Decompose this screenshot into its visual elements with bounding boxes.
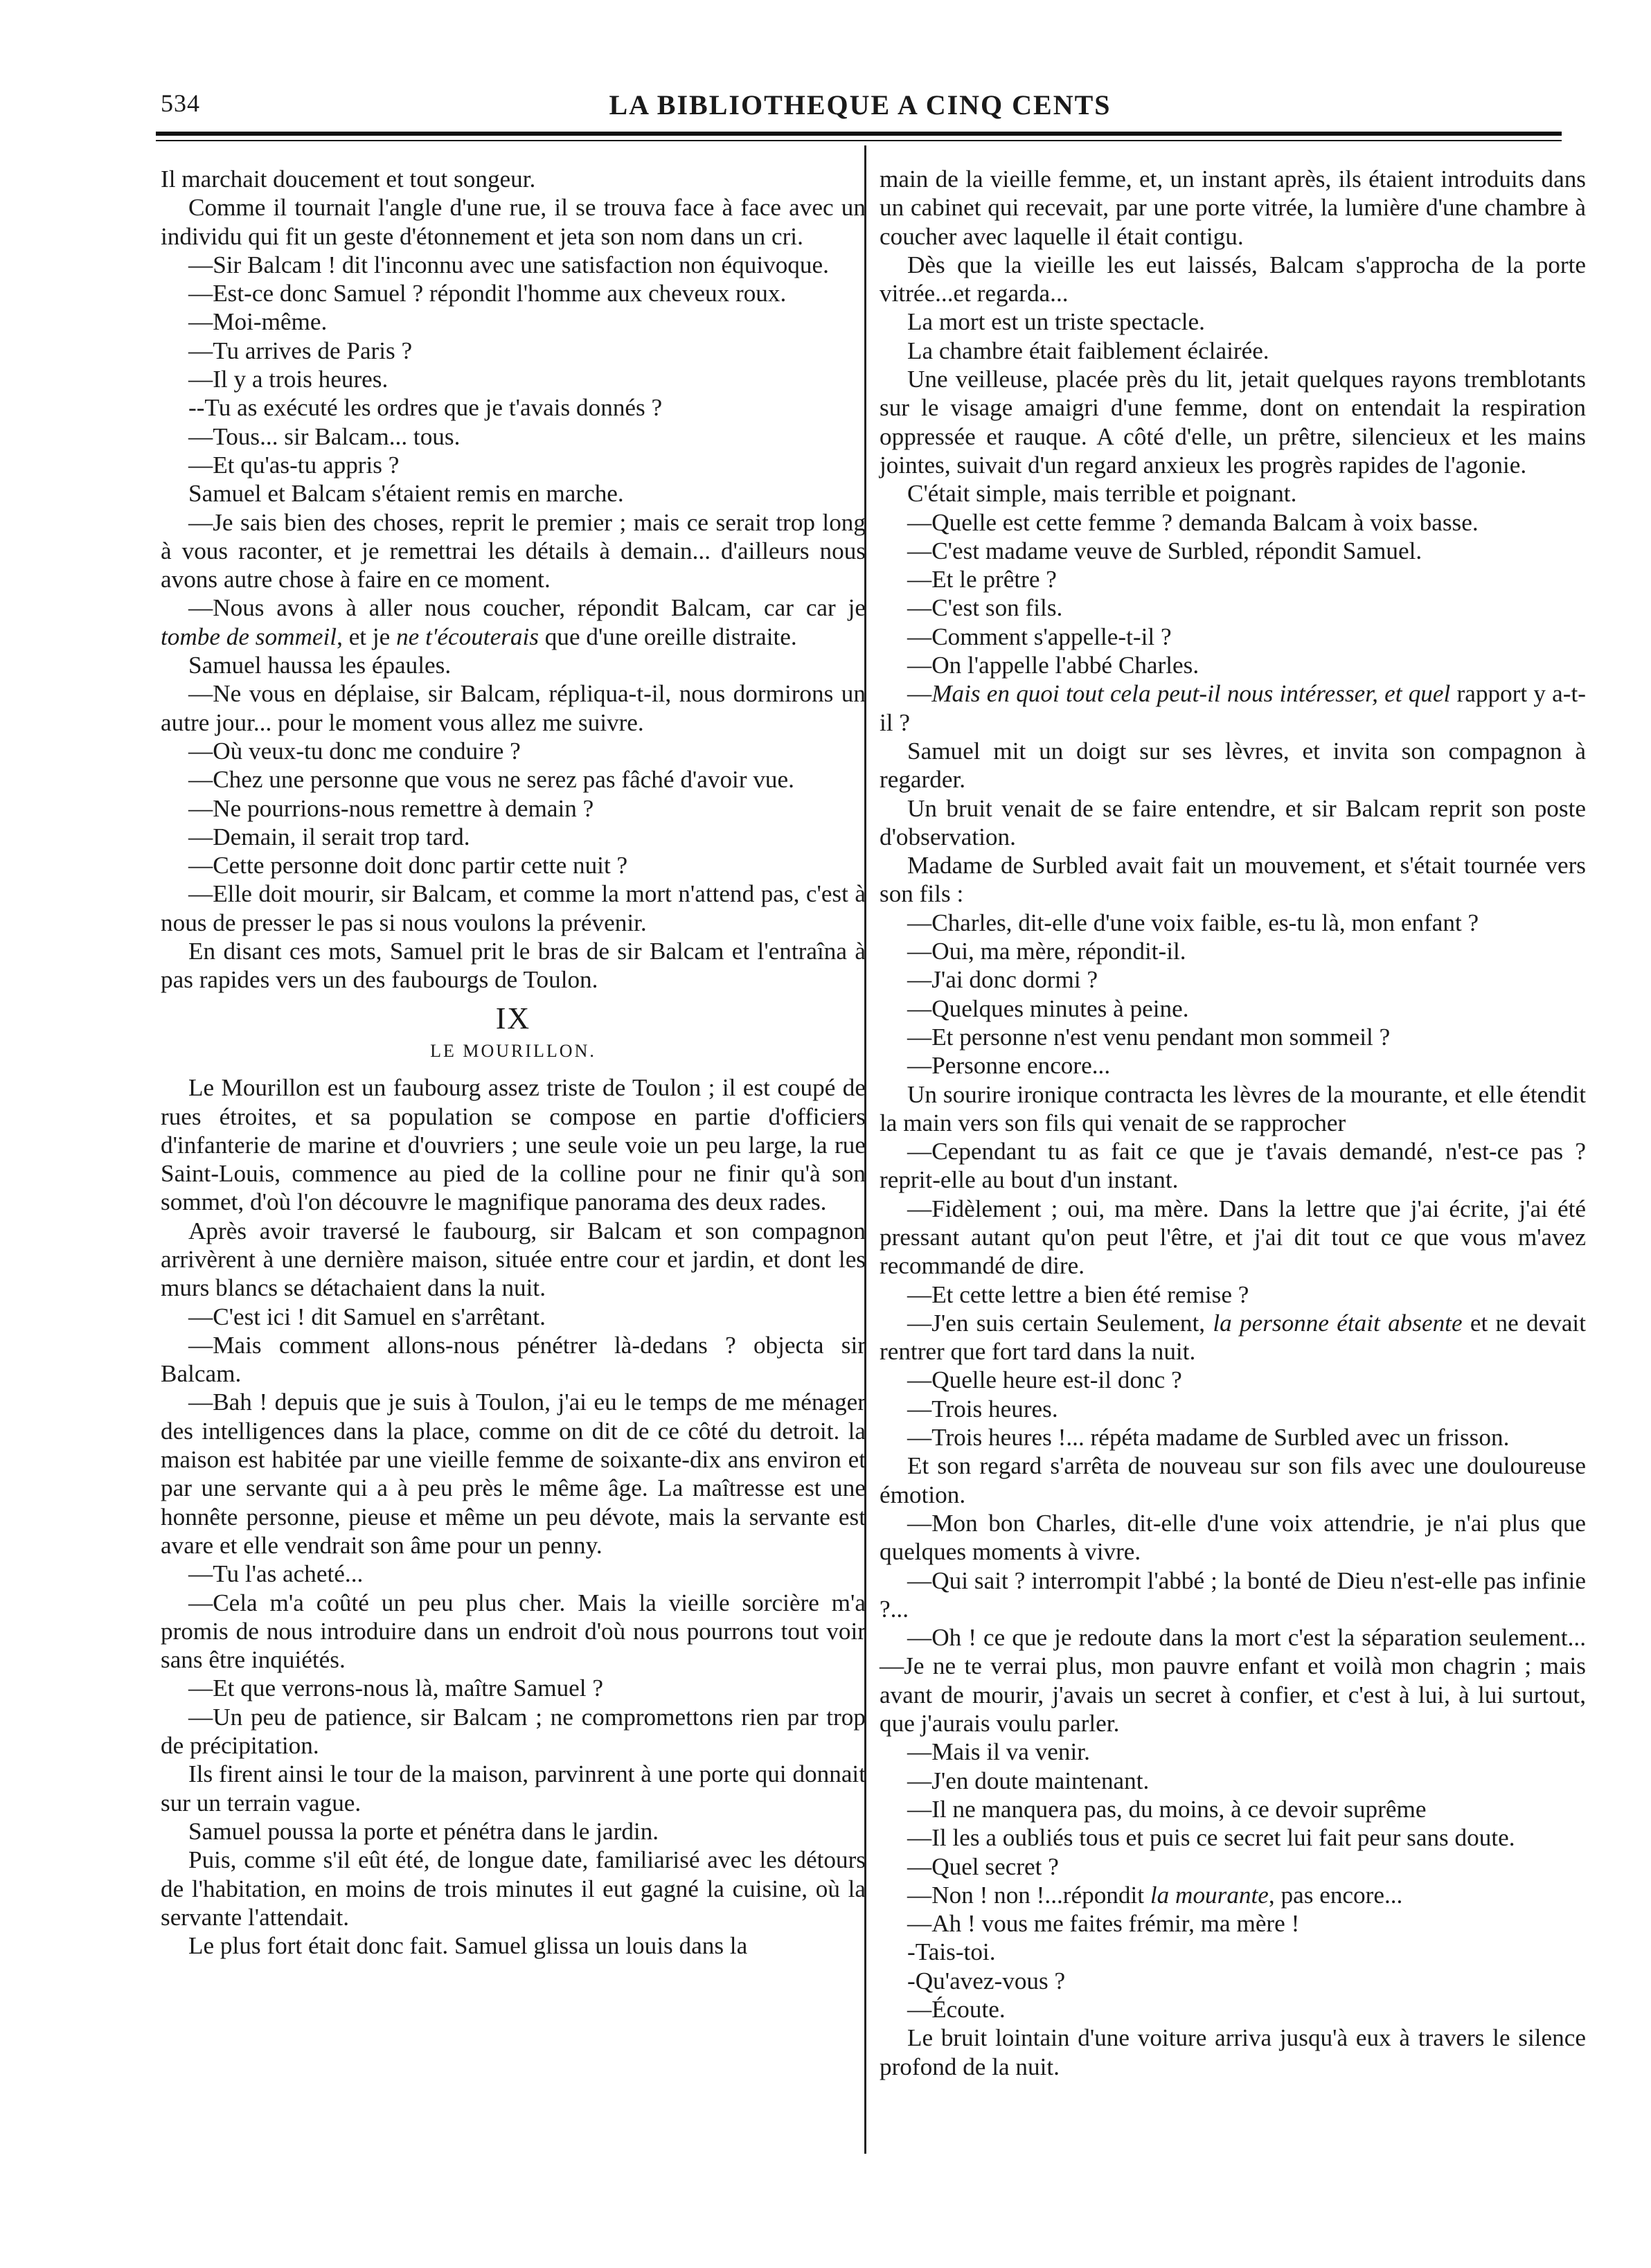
paragraph: —Sir Balcam ! dit l'inconnu avec une satisfaction non équivoque. <box>188 251 829 278</box>
paragraph: —Nous avons à aller nous coucher, répondit Balcam, car car je tombe de sommeil, et je ne t'écouterais que d'une oreille distraite. <box>161 594 866 650</box>
page-number: 534 <box>161 89 200 117</box>
paragraph: —J'en doute maintenant. <box>907 1767 1150 1794</box>
paragraph: --Tu as exécuté les ordres que je t'avais donnés ? <box>188 394 663 422</box>
paragraph: La mort est un triste spectacle. <box>907 308 1205 336</box>
running-title: LA BIBLIOTHEQUE A CINQ CENTS <box>609 89 1112 120</box>
page-header <box>161 89 1560 130</box>
paragraph: Samuel poussa la porte et pénétra dans le jardin. <box>188 1817 659 1845</box>
paragraph: —Mais comment allons-nous pénétrer là-dedans ? objecta sir Balcam. <box>161 1331 866 1388</box>
right-column <box>880 165 1586 2081</box>
paragraph: —Tous... sir Balcam... tous. <box>188 422 461 450</box>
paragraph: —Ah ! vous me faites frémir, ma mère ! <box>907 1910 1300 1938</box>
paragraph: Le Mourillon est un faubourg assez triste de Toulon ; il est coupé de rues étroites, et sa population se compose en partie d'officiers d'infanterie de marine et d'ouvriers ; une seule voie un peu large, la rue Saint-Louis, commence au pied de la colline pour ne finir qu'à son sommet, d'où l'on découvre le magnifique panorama des deux rades. <box>161 1074 866 1216</box>
paragraph: —C'est ici ! dit Samuel en s'arrêtant. <box>188 1303 546 1330</box>
paragraph: Samuel haussa les épaules. <box>188 652 452 679</box>
paragraph: —Il les a oubliés tous et puis ce secret lui fait peur sans doute. <box>907 1824 1515 1852</box>
paragraph: Samuel et Balcam s'étaient remis en marche. <box>188 480 624 508</box>
paragraph: En disant ces mots, Samuel prit le bras de sir Balcam et l'entraîna à pas rapides vers un des faubourgs de Toulon. <box>161 938 866 994</box>
paragraph: —Je sais bien des choses, reprit le premier ; mais ce serait trop long à vous raconter, et je remettrai les détails à demain... d'ailleurs nous avons autre chose à faire en ce moment. <box>161 508 866 593</box>
paragraph: Un bruit venait de se faire entendre, et sir Balcam reprit son poste d'observation. <box>880 794 1586 850</box>
paragraph: —Charles, dit-elle d'une voix faible, es-tu là, mon enfant ? <box>907 909 1479 936</box>
paragraph: —Trois heures. <box>907 1395 1058 1422</box>
paragraph: —Où veux-tu donc me conduire ? <box>188 737 521 765</box>
paragraph: —Un peu de patience, sir Balcam ; ne compromettons rien par trop de précipitation. <box>161 1703 866 1760</box>
paragraph: —Tu l'as acheté... <box>188 1560 364 1588</box>
paragraph: C'était simple, mais terrible et poignant. <box>907 480 1297 508</box>
header-rule-thin <box>156 140 1562 141</box>
paragraph: —Il y a trois heures. <box>188 366 389 393</box>
paragraph: —Est-ce donc Samuel ? répondit l'homme aux cheveux roux. <box>188 280 787 307</box>
paragraph: —Ne pourrions-nous remettre à demain ? <box>188 794 594 822</box>
paragraph: -Qu'avez-vous ? <box>907 1967 1066 1994</box>
paragraph: —Quelques minutes à peine. <box>907 994 1189 1022</box>
paragraph: —Oh ! ce que je redoute dans la mort c'est la séparation seulement...—Je ne te verrai plus, mon pauvre enfant et voilà mon chagrin ; mais avant de mourir, j'avais un secret à confier, et c'est à lui, à lui surtout, que j'aurais voulu parler. <box>880 1624 1586 1738</box>
paragraph: —Moi-même. <box>188 308 328 336</box>
paragraph: —Non ! non !...répondit la mourante, pas encore... <box>907 1881 1403 1909</box>
paragraph: —C'est madame veuve de Surbled, répondit Samuel. <box>907 537 1422 564</box>
paragraph: —Personne encore... <box>907 1052 1111 1080</box>
paragraph: —Et que verrons-nous là, maître Samuel ? <box>188 1675 603 1702</box>
paragraph: Le plus fort était donc fait. Samuel glissa un louis dans la <box>188 1932 748 1960</box>
paragraph: La chambre était faiblement éclairée. <box>907 337 1269 364</box>
paragraph: —Mais en quoi tout cela peut-il nous intéresser, et quel rapport y a-t-il ? <box>880 680 1586 736</box>
paragraph: Il marchait doucement et tout songeur. <box>161 166 536 193</box>
paragraph: —Tu arrives de Paris ? <box>188 337 413 364</box>
paragraph: —Cependant tu as fait ce que je t'avais demandé, n'est-ce pas ? reprit-elle au bout d'un instant. <box>880 1138 1586 1194</box>
paragraph: —Bah ! depuis que je suis à Toulon, j'ai eu le temps de me ménager des intelligences dans la place, comme on dit de ce côté du detroit. la maison est habitée par une vieille femme de soixante-dix ans environ et par une servante qui a à peu près le même âge. La maîtresse est une honnête personne, pieuse et même un peu dévote, mais la servante est avare et elle vendrait son âme pour un penny. <box>161 1389 866 1559</box>
paragraph: -Tais-toi. <box>907 1938 996 1966</box>
paragraph: —Et cette lettre a bien été remise ? <box>907 1280 1249 1308</box>
paragraph: Un sourire ironique contracta les lèvres de la mourante, et elle étendit la main vers son fils qui venait de se rapprocher <box>880 1080 1586 1136</box>
paragraph: Samuel mit un doigt sur ses lèvres, et invita son compagnon à regarder. <box>880 737 1586 794</box>
paragraph: Une veilleuse, placée près du lit, jetait quelques rayons tremblotants sur le visage amaigri d'une femme, dont on entendait la respiration oppressée et rauque. A côté d'elle, un prêtre, silencieux et les mains jointes, suivait d'un regard anxieux les progrès rapides de l'agonie. <box>880 366 1586 479</box>
left-column <box>161 165 866 1960</box>
paragraph: —Cette personne doit donc partir cette nuit ? <box>188 852 628 879</box>
chapter-number: IX <box>495 1001 531 1035</box>
paragraph: —Mon bon Charles, dit-elle d'une voix attendrie, je n'ai plus que quelques moments à vivre. <box>880 1509 1586 1566</box>
paragraph: —Elle doit mourir, sir Balcam, et comme la mort n'attend pas, c'est à nous de presser le pas si nous voulons la prévenir. <box>161 880 866 936</box>
paragraph: —Comment s'appelle-t-il ? <box>907 623 1172 650</box>
paragraph: —Cela m'a coûté un peu plus cher. Mais la vieille sorcière m'a promis de nous introduire dans un endroit d'où nous pourrons tout voir sans être inquiétés. <box>161 1589 866 1674</box>
paragraph: —Fidèlement ; oui, ma mère. Dans la lettre que j'ai écrite, j'ai été pressant autant qu'on peut l'être, et j'ai dit tout ce que vous m'avez recommandé de dire. <box>880 1195 1586 1280</box>
paragraph: —Et le prêtre ? <box>907 566 1057 593</box>
paragraph: —Il ne manquera pas, du moins, à ce devoir suprême <box>907 1795 1427 1823</box>
paragraph: —Et qu'as-tu appris ? <box>188 451 400 479</box>
paragraph: Après avoir traversé le faubourg, sir Balcam et son compagnon arrivèrent à une dernière maison, située entre cour et jardin, et dont les murs blancs se détachaient dans la nuit. <box>161 1217 866 1302</box>
paragraph: main de la vieille femme, et, un instant après, ils étaient introduits dans un cabinet qui recevait, par une porte vitrée, la lumière d'une chambre à coucher avec laquelle il était contigu. <box>880 166 1586 250</box>
paragraph: —Quelle est cette femme ? demanda Balcam à voix basse. <box>907 508 1479 536</box>
header-rule-thick <box>156 132 1562 136</box>
paragraph: —C'est son fils. <box>907 594 1063 622</box>
paragraph: —J'en suis certain Seulement, la personne était absente et ne devait rentrer que fort tard dans la nuit. <box>880 1309 1586 1366</box>
paragraph: —Oui, ma mère, répondit-il. <box>907 938 1186 965</box>
paragraph: Dès que la vieille les eut laissés, Balcam s'approcha de la porte vitrée...et regarda... <box>880 251 1586 307</box>
paragraph: Madame de Surbled avait fait un mouvement, et s'était tournée vers son fils : <box>880 852 1586 908</box>
paragraph: —J'ai donc dormi ? <box>907 966 1098 994</box>
paragraph: Puis, comme s'il eût été, de longue date, familiarisé avec les détours de l'habitation, en moins de trois minutes il eut gagné la cuisine, où la servante l'attendait. <box>161 1846 866 1931</box>
paragraph: —Demain, il serait trop tard. <box>188 823 470 850</box>
paragraph: —Qui sait ? interrompit l'abbé ; la bonté de Dieu n'est-elle pas infinie ?... <box>880 1566 1586 1623</box>
paragraph: —Ne vous en déplaise, sir Balcam, répliqua-t-il, nous dormirons un autre jour... pour le moment vous allez me suivre. <box>161 680 866 736</box>
paragraph: —Écoute. <box>907 1996 1006 2023</box>
paragraph: —Trois heures !... répéta madame de Surbled avec un frisson. <box>907 1424 1510 1452</box>
paragraph: —Chez une personne que vous ne serez pas fâché d'avoir vue. <box>188 766 794 794</box>
paragraph: Ils firent ainsi le tour de la maison, parvinrent à une porte qui donnait sur un terrain vague. <box>161 1760 866 1816</box>
chapter-title: LE MOURILLON. <box>430 1040 596 1061</box>
paragraph: —On l'appelle l'abbé Charles. <box>907 652 1199 679</box>
paragraph: Et son regard s'arrêta de nouveau sur son fils avec une douloureuse émotion. <box>880 1452 1586 1508</box>
paragraph: —Et personne n'est venu pendant mon sommeil ? <box>907 1023 1391 1051</box>
paragraph: Le bruit lointain d'une voiture arriva jusqu'à eux à travers le silence profond de la nuit. <box>880 2024 1586 2080</box>
paragraph: —Quelle heure est-il donc ? <box>907 1366 1182 1394</box>
paragraph: —Quel secret ? <box>907 1852 1059 1880</box>
paragraph: —Mais il va venir. <box>907 1738 1090 1766</box>
paragraph: Comme il tournait l'angle d'une rue, il se trouva face à face avec un individu qui fit un geste d'étonnement et jeta son nom dans un cri. <box>161 194 866 250</box>
